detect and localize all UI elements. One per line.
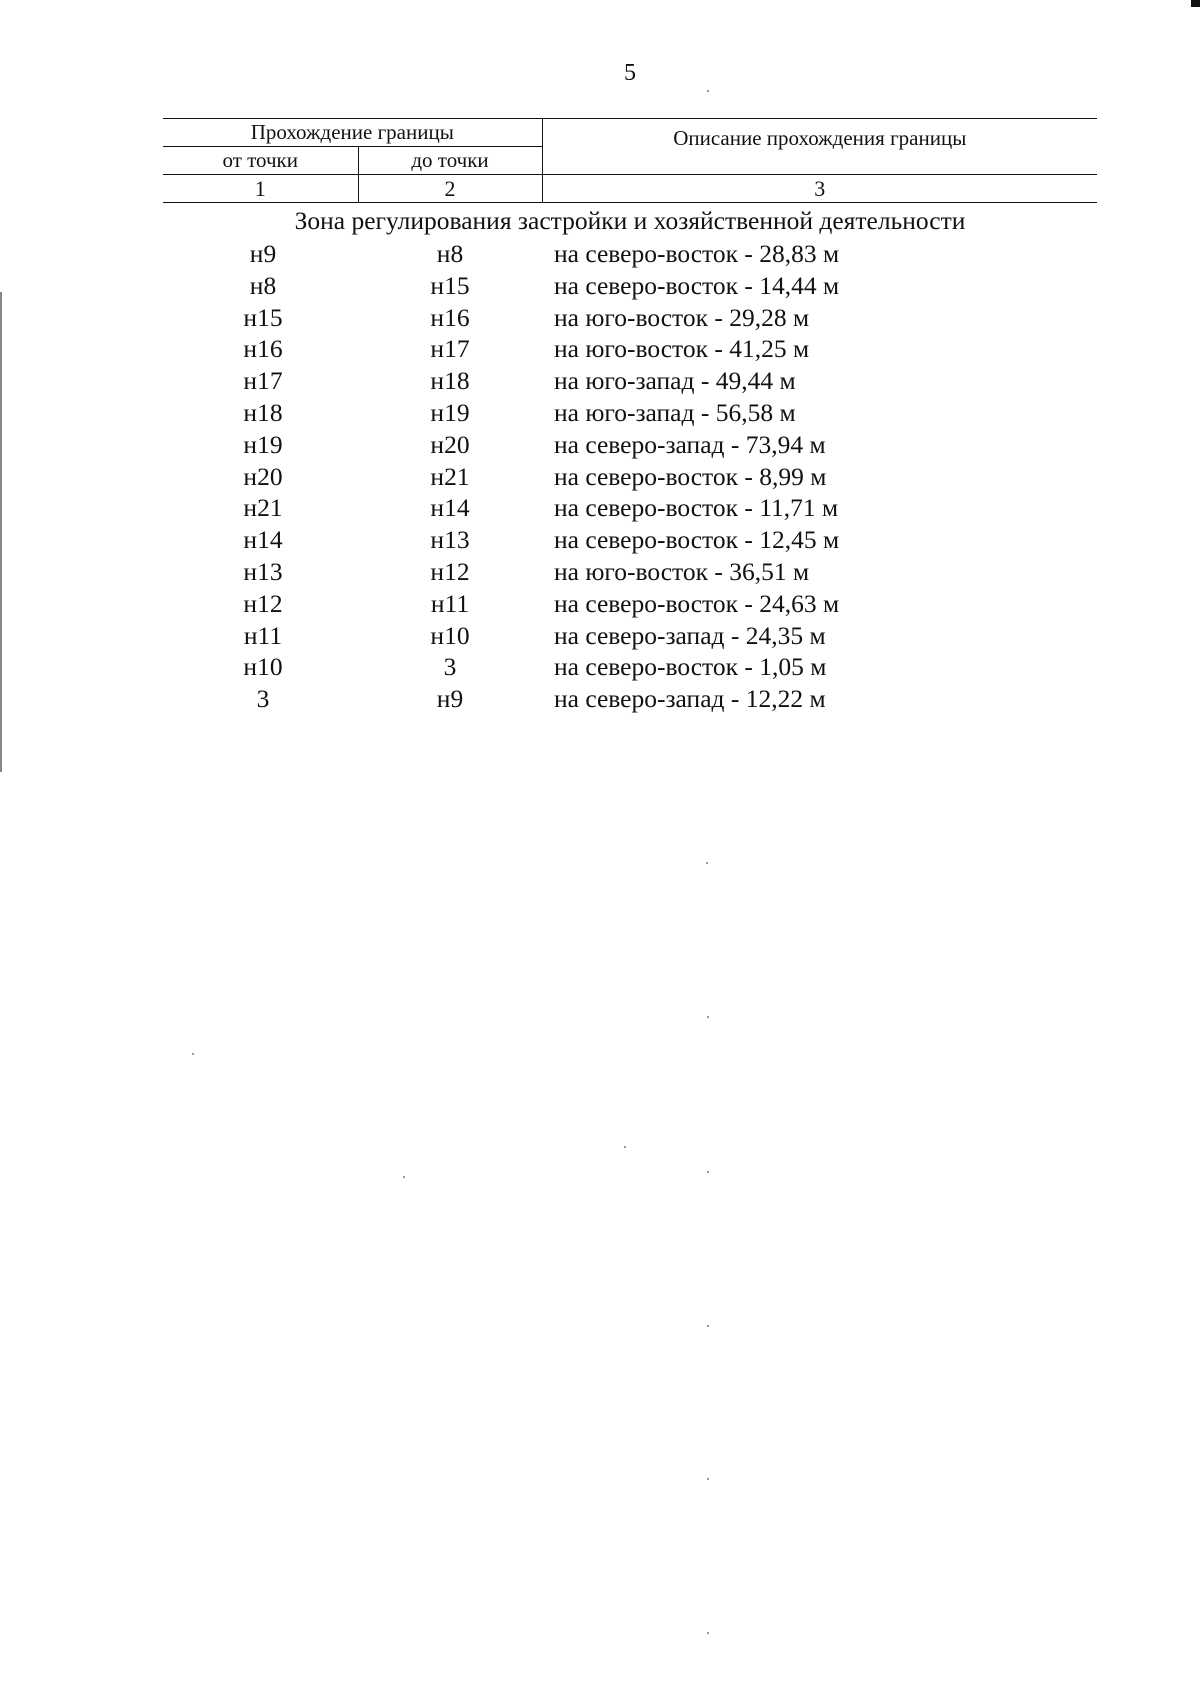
from-point-cell: н17 xyxy=(243,366,283,396)
from-point-cell: н15 xyxy=(243,302,283,332)
to-point-cell: н17 xyxy=(430,334,470,364)
table-row xyxy=(163,556,1097,588)
scan-speck xyxy=(707,1325,709,1327)
from-point-cell: н10 xyxy=(243,652,283,682)
description-cell: на северо-восток - 11,71 м xyxy=(554,493,839,523)
to-point-cell: н11 xyxy=(430,588,470,618)
from-point-cell: 3 xyxy=(256,684,270,714)
from-point-cell: н19 xyxy=(243,429,283,459)
table-row xyxy=(163,683,1097,715)
description-cell: на северо-запад - 12,22 м xyxy=(554,684,826,714)
scan-edge-line xyxy=(0,292,2,772)
description-cell: на северо-восток - 1,05 м xyxy=(554,652,827,682)
scan-speck xyxy=(624,1146,626,1148)
table-row xyxy=(163,429,1097,461)
to-point-cell: н15 xyxy=(430,270,470,300)
from-point-cell: н8 xyxy=(249,270,277,300)
to-point-cell: н14 xyxy=(430,493,470,523)
from-point-cell: н16 xyxy=(243,334,283,364)
boundary-rows xyxy=(163,238,1097,715)
table-row xyxy=(163,461,1097,493)
section-title: Зона регулирования застройки и хозяйственной деятельности xyxy=(294,206,966,235)
scan-speck xyxy=(192,1053,194,1055)
table-row xyxy=(163,524,1097,556)
description-cell: на северо-восток - 8,99 м xyxy=(554,461,827,491)
header-passage: Прохождение границы xyxy=(163,119,542,147)
to-point-cell: н20 xyxy=(430,429,470,459)
from-point-cell: н13 xyxy=(243,556,283,586)
from-point-cell: н21 xyxy=(243,493,283,523)
table-row xyxy=(163,588,1097,620)
description-cell: на юго-восток - 29,28 м xyxy=(554,302,810,332)
from-point-cell: н9 xyxy=(249,239,277,268)
description-cell: на юго-восток - 36,51 м xyxy=(554,556,810,586)
description-cell: на северо-запад - 73,94 м xyxy=(554,429,826,459)
to-point-cell: н9 xyxy=(436,684,464,714)
description-cell: на северо-запад - 24,35 м xyxy=(554,620,826,650)
header-to-point: до точки xyxy=(411,148,489,172)
table-row xyxy=(163,397,1097,429)
to-point-cell: н19 xyxy=(430,397,470,427)
scan-speck xyxy=(707,1171,709,1173)
table-row xyxy=(163,651,1097,683)
from-point-cell: н14 xyxy=(243,525,283,555)
table-row xyxy=(163,365,1097,397)
boundary-table-header xyxy=(163,118,1097,203)
scan-mark xyxy=(1191,0,1200,7)
scan-speck xyxy=(706,862,708,864)
page-number: 5 xyxy=(624,60,636,86)
table-row xyxy=(163,620,1097,652)
description-cell: на северо-восток - 28,83 м xyxy=(554,239,840,268)
scan-speck xyxy=(707,1632,709,1634)
to-point-cell: н10 xyxy=(430,620,470,650)
scan-speck xyxy=(707,90,709,92)
header-description: Описание прохождения границы xyxy=(542,119,1097,175)
to-point-cell: 3 xyxy=(443,652,457,682)
scan-speck xyxy=(707,1478,709,1480)
description-cell: на юго-запад - 56,58 м xyxy=(554,397,796,427)
table-row xyxy=(163,270,1097,302)
to-point-cell: н12 xyxy=(430,556,470,586)
table-row xyxy=(163,238,1097,270)
from-point-cell: н12 xyxy=(243,588,283,618)
description-cell: на северо-восток - 14,44 м xyxy=(554,270,840,300)
column-number-2: 2 xyxy=(358,175,542,203)
scan-speck xyxy=(403,1176,405,1178)
to-point-cell: н13 xyxy=(430,525,470,555)
table-row xyxy=(163,333,1097,365)
to-point-cell: н8 xyxy=(436,239,464,268)
column-number-3: 3 xyxy=(542,175,1097,203)
table-row xyxy=(163,492,1097,524)
from-point-cell: н20 xyxy=(243,461,283,491)
from-point-cell: н18 xyxy=(243,397,283,427)
header-from-point: от точки xyxy=(163,147,358,175)
description-cell: на северо-восток - 12,45 м xyxy=(554,525,840,555)
from-point-cell: н11 xyxy=(243,620,283,650)
scan-speck xyxy=(707,1016,709,1018)
column-number-1: 1 xyxy=(163,175,358,203)
description-cell: на юго-восток - 41,25 м xyxy=(554,334,810,364)
to-point-cell: н18 xyxy=(430,366,470,396)
description-cell: на северо-восток - 24,63 м xyxy=(554,588,840,618)
to-point-cell: н16 xyxy=(430,302,470,332)
to-point-cell: н21 xyxy=(430,461,470,491)
table-row xyxy=(163,302,1097,334)
description-cell: на юго-запад - 49,44 м xyxy=(554,366,796,396)
